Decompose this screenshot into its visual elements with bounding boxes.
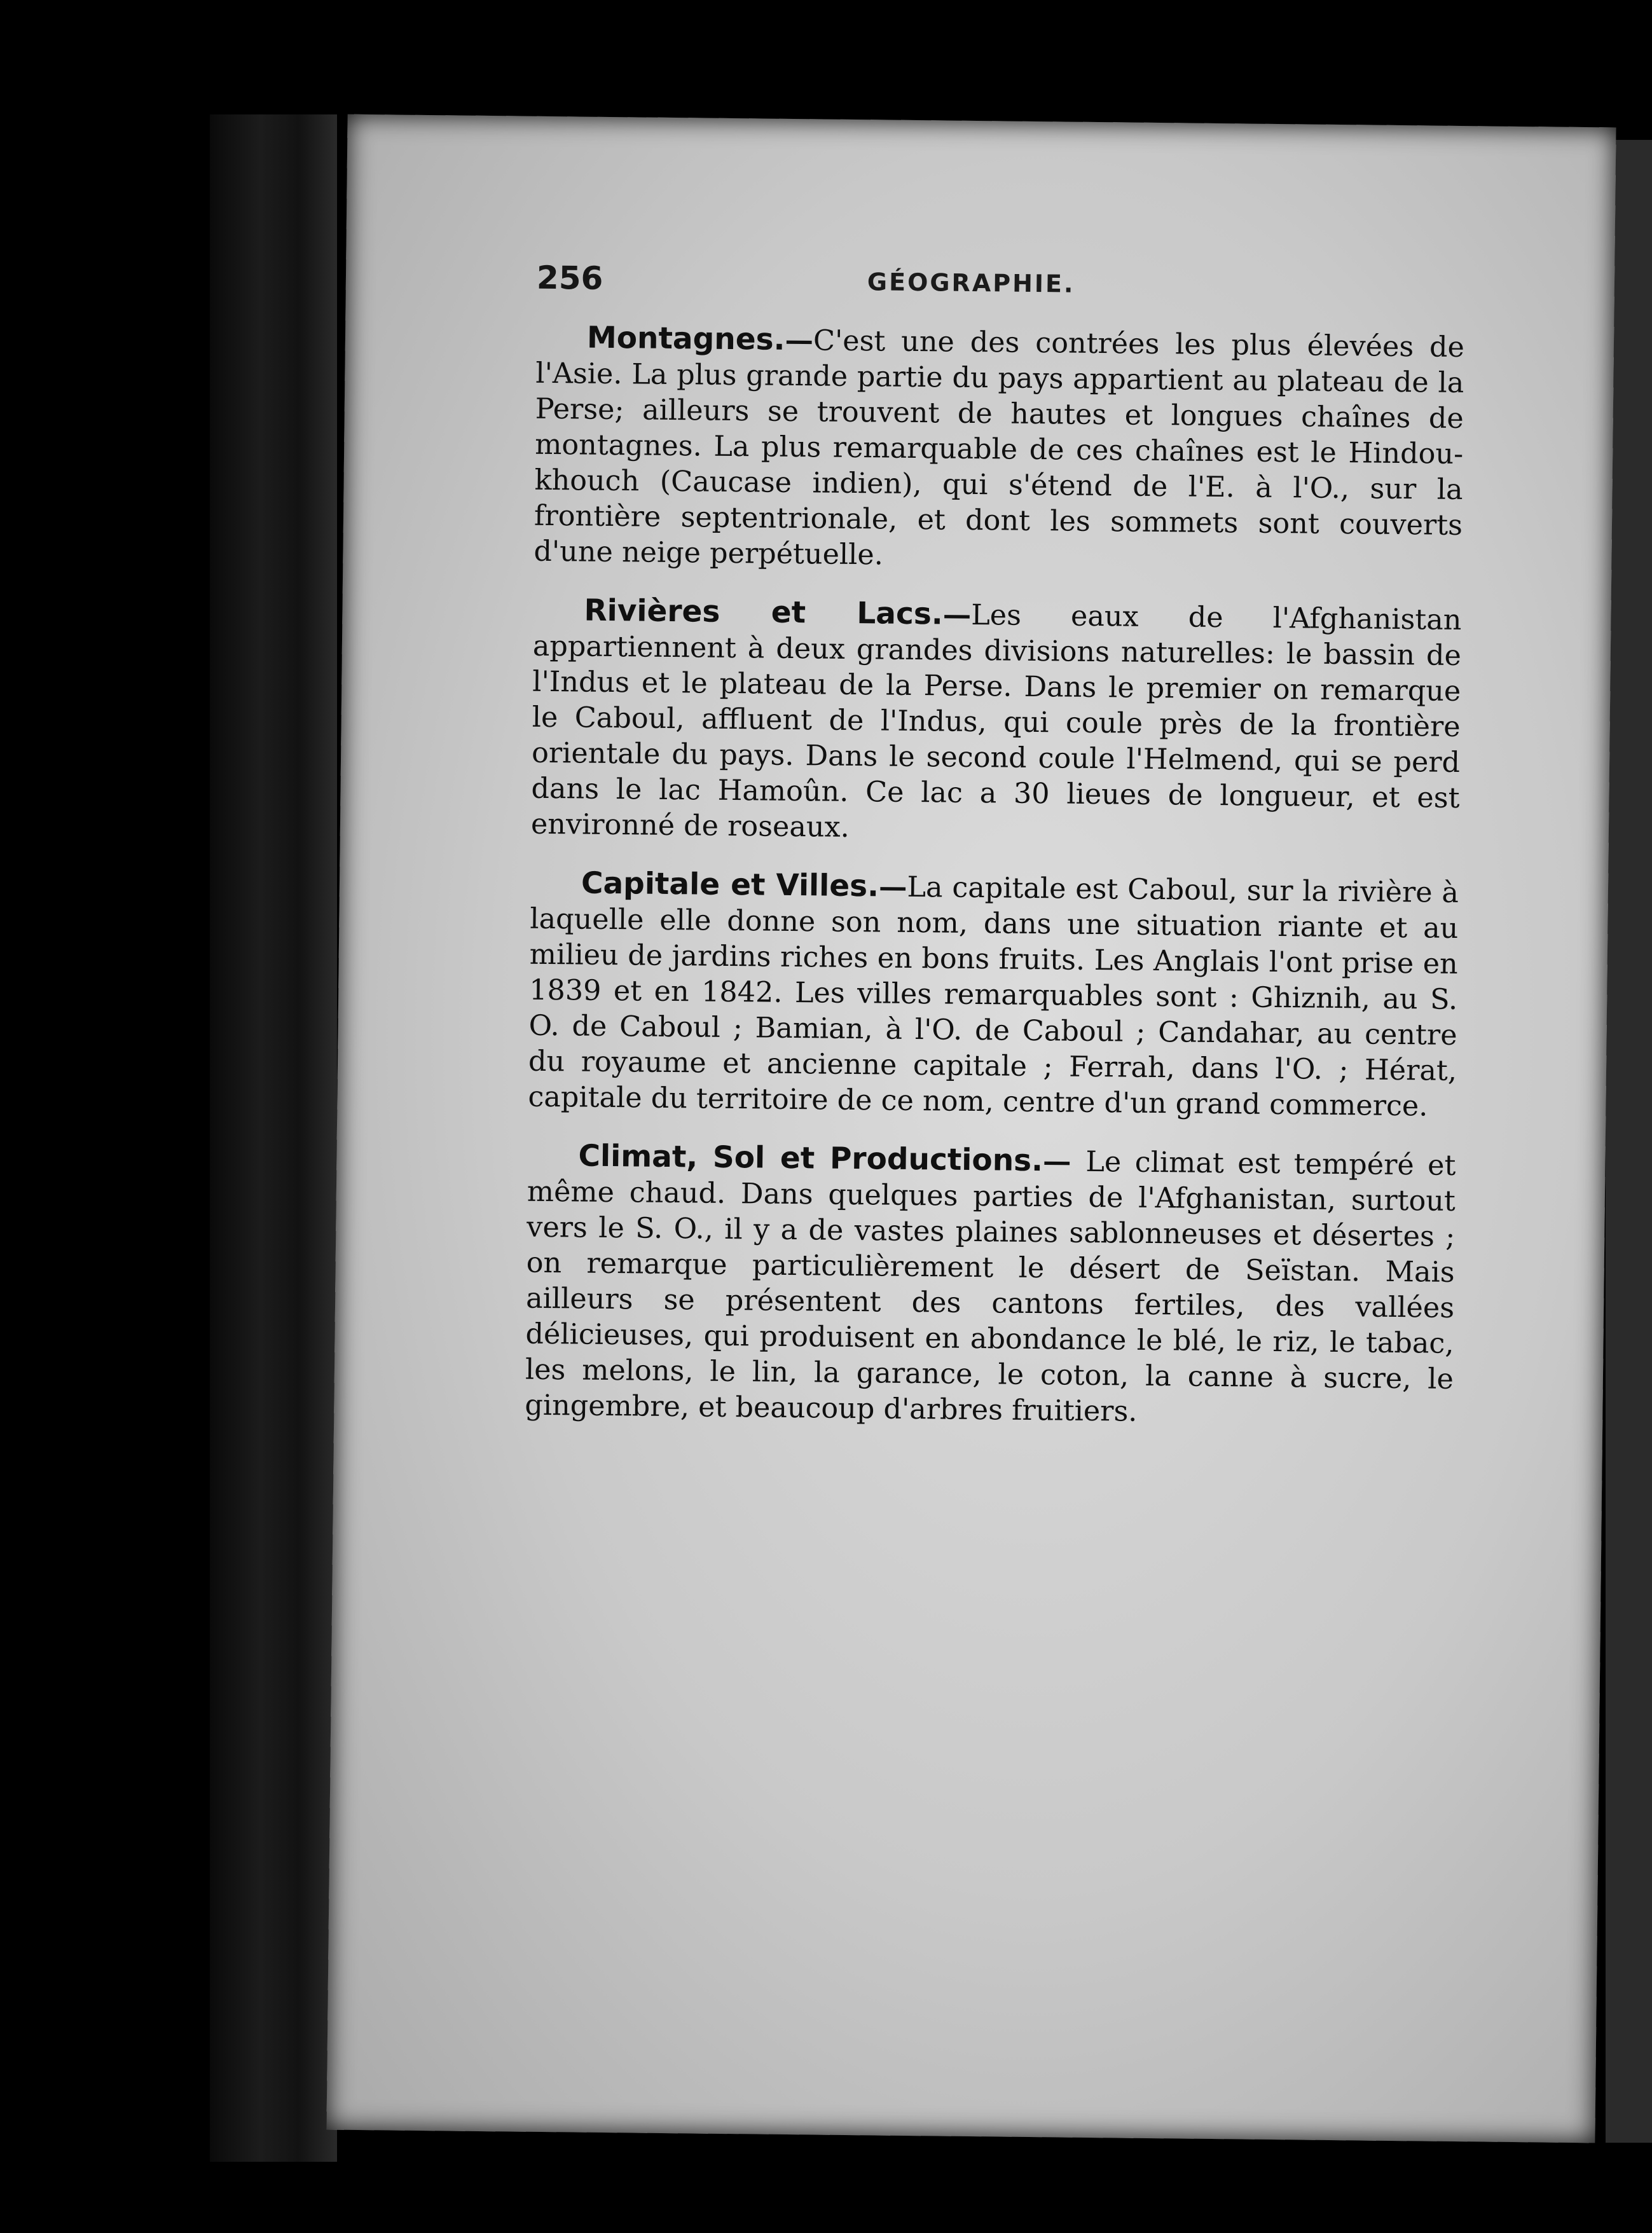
- book-page: [326, 114, 1616, 2143]
- section-text: C'est une des contrées les plus élevées de l'Asie. La plus grande partie du pays appartient au plateau de la Perse; ailleurs se trouvent de hautes et longues chaînes de montagnes. La plus remarquable de ces chaînes est le Hindou-khouch (Caucase indien), qui s'étend de l'E. à l'O., sur la frontière septentrionale, et dont les sommets sont couverts d'une neige perpétuelle.: [533, 324, 1465, 572]
- section-title: Climat, Sol et Productions.: [578, 1138, 1043, 1179]
- page-body: [525, 320, 1464, 1456]
- section-text: Le climat est tempéré et même chaud. Dans quelques parties de l'Afghanistan, surtout vers le S. O., il y a de vastes plaines sablonneuses et désertes ; on remarque particulièrement le désert de Seïstan. Mais ailleurs se présentent des cantons fertiles, des vallées délicieuses, qui produisent en abondance le blé, le riz, le tabac, les melons, le lin, la garance, le coton, la canne à sucre, le gingembre, et beaucoup d'arbres fruitiers.: [525, 1145, 1456, 1428]
- book-binding-edge: [210, 114, 337, 2162]
- section-title: Rivières et Lacs.: [584, 593, 944, 632]
- section-title: Montagnes.: [586, 320, 785, 357]
- running-head: GÉOGRAPHIE.: [867, 268, 1075, 298]
- section-rivieres-et-lacs: Rivières et Lacs.—Les eaux de l'Afghanistan appartiennent à deux grandes divisions naturelles: le bassin de l'Indus et le plateau de la Perse. Dans le premier on remarque le Caboul, affluent de l'Indus, qui coule près de la frontière orientale du pays. Dans le second coule l'Helmend, qui se perd dans le lac Hamoûn. Ce lac a 30 lieues de longueur, et est environné de roseaux.: [530, 593, 1462, 844]
- section-text: La capitale est Caboul, sur la rivière à laquelle elle donne son nom, dans une situation riante et au milieu de jardins riches en bons fruits. Les Anglais l'ont prise en 1839 et en 1842. Les villes remarquables sont : Ghiznih, au S. O. de Caboul ; Bamian, à l'O. de Caboul ; Candahar, au centre du royaume et ancienne capitale ; Ferrah, dans l'O. ; Hérat, capitale du territoire de ce nom, centre d'un grand commerce.: [528, 870, 1459, 1123]
- section-text: Les eaux de l'Afghanistan appartiennent à deux grandes divisions naturelles: le bassin de l'Indus et le plateau de la Perse. Dans le premier on remarque le Caboul, affluent de l'Indus, qui coule près de la frontière orientale du pays. Dans le second coule l'Helmend, qui se perd dans le lac Hamoûn. Ce lac a 30 lieues de longueur, et est environné de roseaux.: [530, 598, 1462, 844]
- page-header: [536, 259, 1548, 321]
- section-title: Capitale et Villes.: [581, 865, 879, 904]
- section-capitale-et-villes: Capitale et Villes.—La capitale est Caboul, sur la rivière à laquelle elle donne son nom, dans une situation riante et au milieu de jardins riches en bons fruits. Les Anglais l'ont prise en 1839 et en 1842. Les villes remarquables sont : Ghiznih, au S. O. de Caboul ; Bamian, à l'O. de Caboul ; Candahar, au centre du royaume et ancienne capitale ; Ferrah, dans l'O. ; Hérat, capitale du territoire de ce nom, centre d'un grand commerce.: [528, 865, 1459, 1123]
- page-number: 256: [536, 259, 603, 297]
- section-climat-sol-productions: Climat, Sol et Productions.— Le climat est tempéré et même chaud. Dans quelques parties de l'Afghanistan, surtout vers le S. O., il y a de vastes plaines sablonneuses et désertes ; on remarque particulièrement le désert de Seïstan. Mais ailleurs se présentent des cantons fertiles, des vallées délicieuses, qui produisent en abondance le blé, le riz, le tabac, les melons, le lin, la garance, le coton, la canne à sucre, le gingembre, et beaucoup d'arbres fruitiers.: [525, 1138, 1456, 1428]
- section-montagnes: Montagnes.—C'est une des contrées les plus élevées de l'Asie. La plus grande partie du pays appartient au plateau de la Perse; ailleurs se trouvent de hautes et longues chaînes de montagnes. La plus remarquable de ces chaînes est le Hindou-khouch (Caucase indien), qui s'étend de l'E. à l'O., sur la frontière septentrionale, et dont les sommets sont couverts d'une neige perpétuelle.: [533, 320, 1465, 572]
